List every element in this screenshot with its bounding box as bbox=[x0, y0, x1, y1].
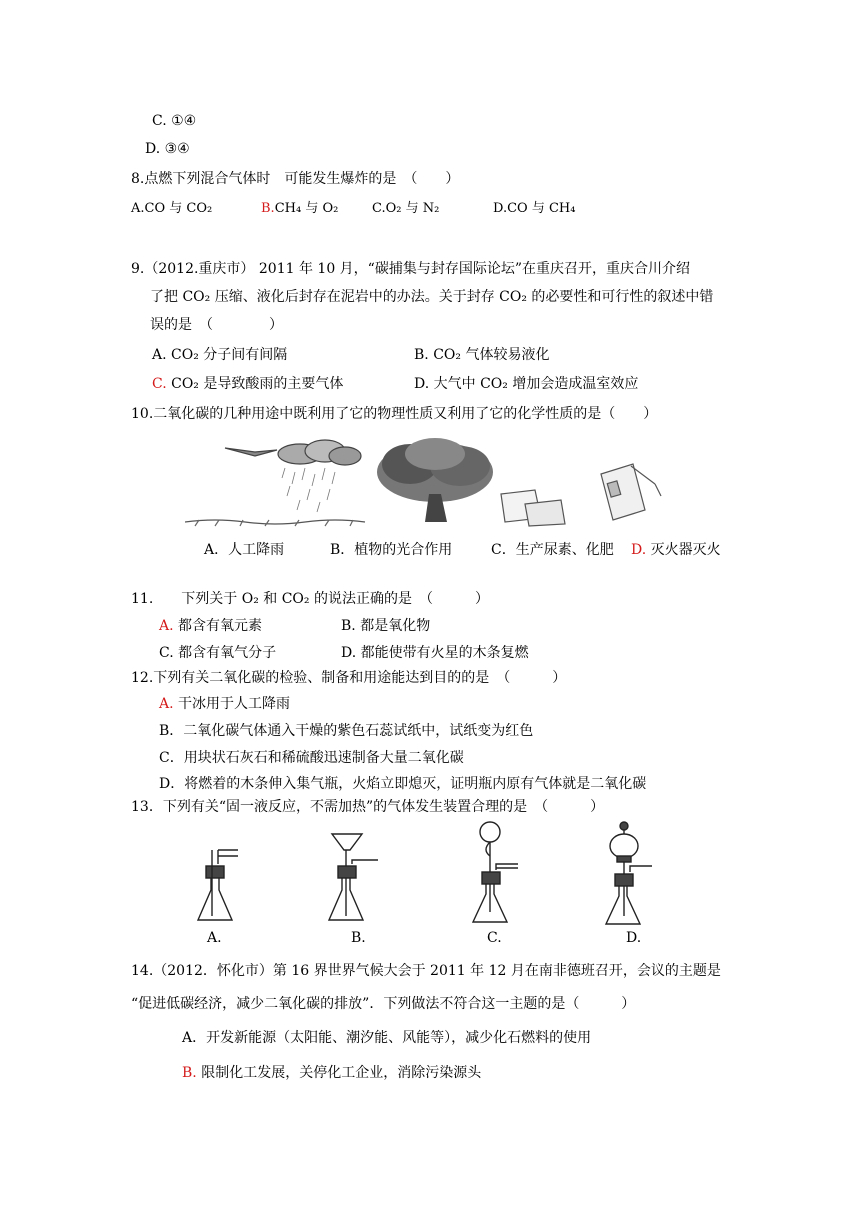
q12-option-c: C．用块状石灰石和稀硫酸迅速制备大量二氧化碳 bbox=[159, 750, 464, 766]
fire-extinguisher-icon bbox=[601, 464, 661, 520]
q13-label-c: C. bbox=[487, 930, 502, 946]
q14-answer-letter: B. bbox=[182, 1065, 197, 1081]
q13-label-b: B. bbox=[351, 930, 366, 946]
q9-stem-line3: 误的是 （ ） bbox=[150, 317, 283, 333]
q13-stem: 13．下列有关“固一液反应，不需加热”的气体发生装置合理的是 （ ） bbox=[131, 799, 605, 815]
q11-option-d: D. 都能使带有火星的木条复燃 bbox=[341, 645, 529, 661]
q10-answer-letter: D. bbox=[631, 542, 647, 558]
q10-option-b: B．植物的光合作用 bbox=[330, 542, 453, 558]
q8-stem: 8.点燃下列混合气体时 可能发生爆炸的是 （ ） bbox=[131, 171, 460, 187]
q9-option-c-text: CO₂ 是导致酸雨的主要气体 bbox=[166, 376, 344, 392]
q14-option-b-text: 限制化工发展，关停化工企业，消除污染源头 bbox=[196, 1065, 482, 1081]
q11-option-a-text: 都含有氧元素 bbox=[173, 618, 263, 634]
q10-option-a: A．人工降雨 bbox=[204, 542, 285, 558]
q13-label-a: A. bbox=[207, 930, 222, 946]
q7-option-d: D. ③④ bbox=[145, 141, 190, 157]
q10-option-c: C．生产尿素、化肥 bbox=[491, 542, 614, 558]
q8-option-c: C.O₂ 与 N₂ bbox=[372, 201, 440, 216]
q13-apparatus-figure bbox=[192, 820, 664, 928]
fertilizer-bag-icon bbox=[501, 490, 565, 526]
q9-stem-line1: 9.（2012.重庆市） 2011 年 10 月，“碳捕集与封存国际论坛”在重庆召开，重庆合川介绍 bbox=[131, 261, 690, 277]
q12-option-a-text: 干冰用于人工降雨 bbox=[173, 696, 291, 712]
q9-option-d: D. 大气中 CO₂ 增加会造成温室效应 bbox=[414, 376, 639, 392]
apparatus-a-flask-icon bbox=[198, 850, 238, 920]
q12-answer-letter: A. bbox=[159, 696, 174, 712]
q14-stem-line1: 14.（2012．怀化市）第 16 界世界气候大会于 2011 年 12 月在南非德班召开，会议的主题是 bbox=[131, 963, 721, 979]
q9-option-b: B. CO₂ 气体较易液化 bbox=[414, 347, 550, 363]
q10-option-d-text: 灭火器灭火 bbox=[646, 542, 721, 558]
q11-option-a bbox=[159, 616, 262, 636]
q14-stem-line2: “促进低碳经济，减少二氧化碳的排放”．下列做法不符合这一主题的是（ ） bbox=[131, 996, 636, 1012]
apparatus-c-thistle-funnel-icon bbox=[473, 822, 518, 922]
q12-stem: 12.下列有关二氧化碳的检验、制备和用途能达到目的的是 （ ） bbox=[131, 670, 567, 686]
q9-stem-line2: 了把 CO₂ 压缩、液化后封存在泥岩中的办法。关于封存 CO₂ 的必要性和可行性的叙述中错 bbox=[150, 289, 714, 305]
q9-answer-letter: C. bbox=[152, 376, 167, 392]
q7-option-c: C. ①④ bbox=[152, 113, 197, 129]
q9-option-a: A. CO₂ 分子间有间隔 bbox=[152, 347, 288, 363]
q13-label-d: D. bbox=[626, 930, 642, 946]
q10-stem: 10.二氧化碳的几种用途中既利用了它的物理性质又利用了它的化学性质的是（ ） bbox=[131, 406, 658, 422]
q12-option-b: B．二氧化碳气体通入干燥的紫色石蕊试纸中，试纸变为红色 bbox=[159, 723, 534, 739]
apparatus-b-funnel-flask-icon bbox=[329, 834, 378, 920]
q14-option-b bbox=[182, 1063, 481, 1083]
tree-icon bbox=[377, 438, 493, 522]
q11-option-b: B. 都是氧化物 bbox=[341, 618, 431, 634]
q8-answer-letter: B. bbox=[261, 201, 275, 216]
q8-option-a: A.CO 与 CO₂ bbox=[131, 201, 213, 216]
q10-option-d bbox=[631, 540, 721, 560]
q8-option-b bbox=[261, 199, 338, 219]
q11-stem: 11. 下列关于 O₂ 和 CO₂ 的说法正确的是 （ ） bbox=[131, 591, 489, 607]
q9-option-c bbox=[152, 374, 343, 394]
q12-option-a bbox=[159, 694, 290, 714]
q8-option-b-text: CH₄ 与 O₂ bbox=[274, 201, 339, 216]
q14-option-a: A．开发新能源（太阳能、潮汐能、风能等），减少化石燃料的使用 bbox=[182, 1030, 592, 1046]
q10-figure bbox=[185, 434, 665, 530]
airplane-rain-icon bbox=[185, 440, 365, 526]
q11-answer-letter: A. bbox=[159, 618, 174, 634]
apparatus-d-separatory-funnel-icon bbox=[606, 822, 652, 924]
q12-option-d: D．将燃着的木条伸入集气瓶，火焰立即熄灭，证明瓶内原有气体就是二氧化碳 bbox=[159, 776, 647, 792]
q8-option-d: D.CO 与 CH₄ bbox=[493, 201, 576, 216]
q11-option-c: C. 都含有氧气分子 bbox=[159, 645, 277, 661]
